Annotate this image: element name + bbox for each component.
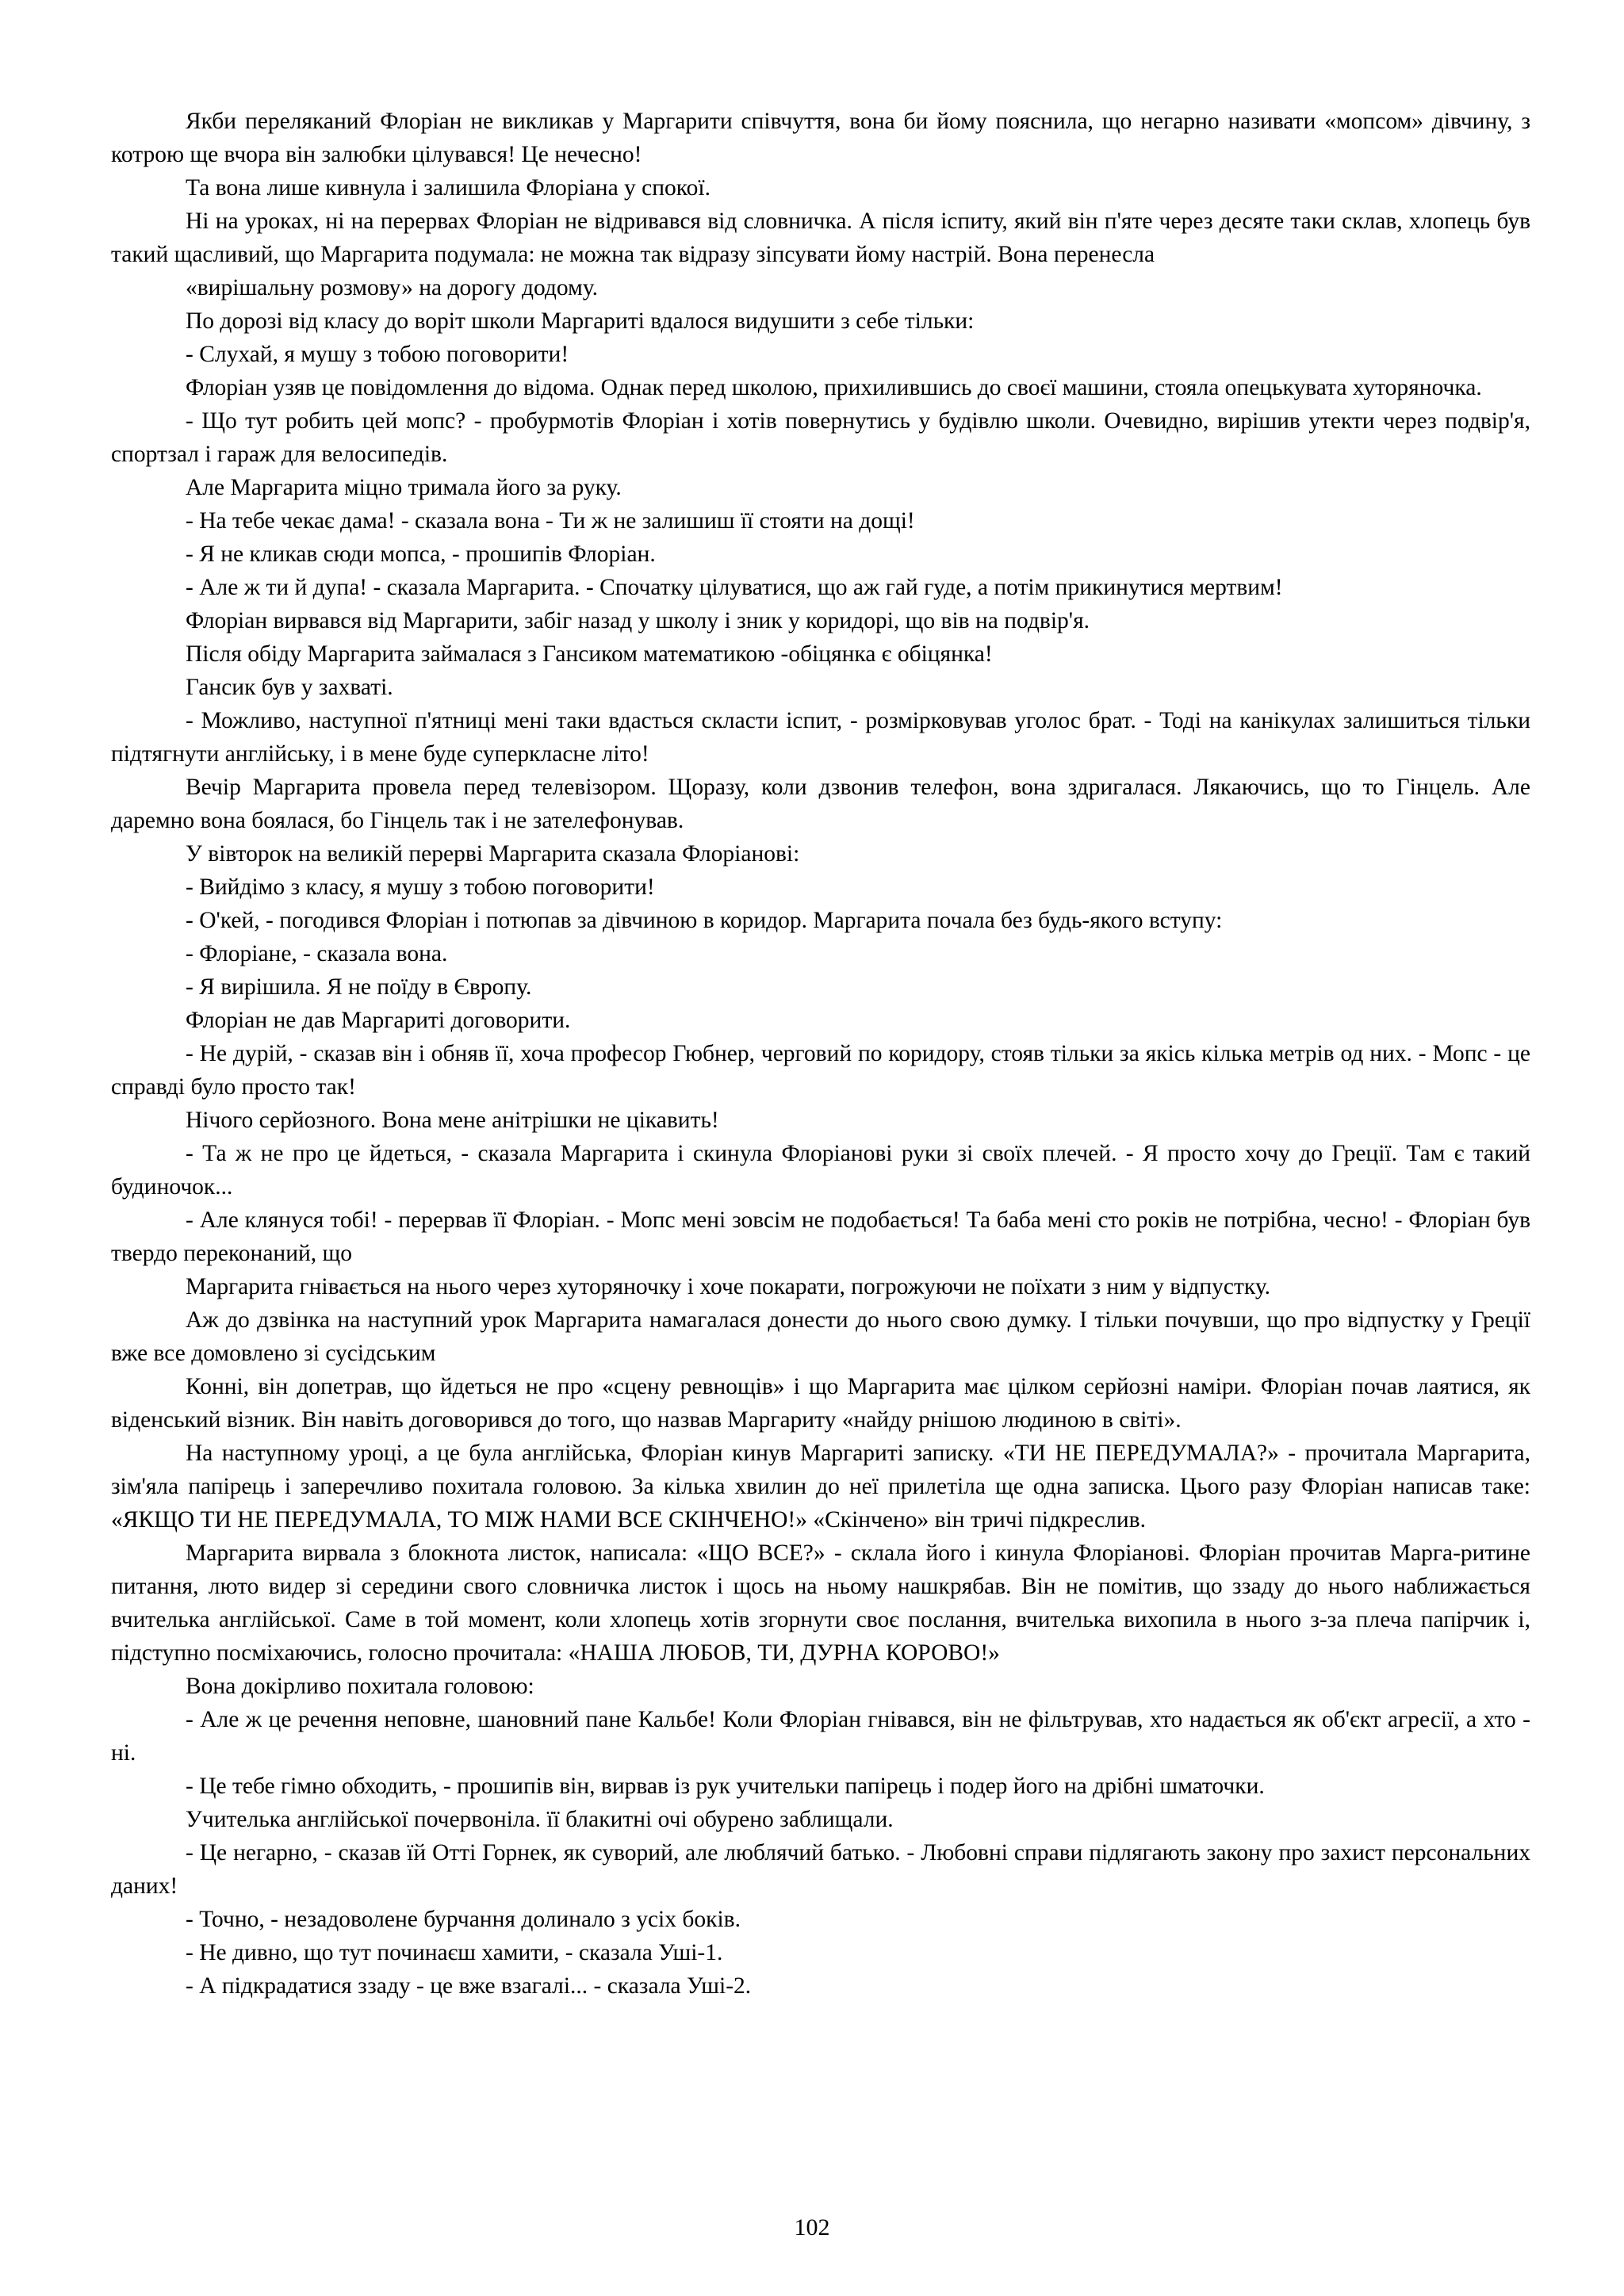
paragraph: - Що тут робить цей мопс? - пробурмотів Флоріан і хотів повернутись у будівлю школи. Очевидно, вирішив утекти через подвір'я, спортзал і гараж для велосипедів. (111, 408, 1530, 467)
paragraph: - О'кей, - погодився Флоріан і потюпав за дівчиною в коридор. Маргарита почала без будь-якого вступу: (186, 908, 1223, 933)
paragraph: - Але ж ти й дупа! - сказала Маргарита. - Спочатку цілуватися, що аж гай гуде, а потім прикинутися мертвим! (186, 575, 1283, 600)
paragraph: Але Маргарита міцно тримала його за руку. (186, 475, 622, 500)
paragraph: - На тебе чекає дама! - сказала вона - Ти ж не залишиш її стояти на дощі! (186, 508, 915, 534)
paragraph: - Вийдімо з класу, я мушу з тобою поговорити! (186, 874, 655, 900)
paragraph: Маргарита гнівається на нього через хуторяночку і хоче покарати, погрожуючи не поїхати з ним у відпустку. (186, 1274, 1270, 1299)
paragraph: - Це тебе гімно обходить, - прошипів він, вирвав із рук учительки папірець і подер його на дрібні шматочки. (186, 1774, 1265, 1799)
paragraph: Нічого серйозного. Вона мене анітрішки не цікавить! (186, 1108, 719, 1133)
paragraph: - Слухай, я мушу з тобою поговорити! (186, 342, 569, 367)
paragraph: Флоріан вирвався від Маргарити, забіг назад у школу і зник у коридорі, що вів на подвір'я. (186, 608, 1090, 633)
paragraph: Та вона лише кивнула і залишила Флоріана у спокої. (186, 175, 710, 201)
paragraph: Вона докірливо похитала головою: (186, 1674, 534, 1699)
paragraph: - Але ж це речення неповне, шановний пане Кальбе! Коли Флоріан гнівався, він не фільтрував, хто надається як об'єкт агресії, а хто - ні. (111, 1707, 1530, 1766)
page-body (111, 105, 1530, 2003)
paragraph: На наступному уроці, а це була англійська, Флоріан кинув Маргариті записку. «ТИ НЕ ПЕРЕДУМАЛА?» - прочитала Маргарита, зім'яла папірець і заперечливо похитала головою. За кілька хвилин до неї прилетіла ще одна записка. Цього разу Флоріан написав таке: «ЯКЩО ТИ НЕ ПЕРЕДУМАЛА, ТО МІЖ НАМИ ВСЕ СКІНЧЕНО!» «Скінчено» він тричі підкреслив. (111, 1441, 1530, 1533)
paragraph: - А підкрадатися ззаду - це вже взагалі... - сказала Уші-2. (186, 1973, 752, 1999)
paragraph: Після обіду Маргарита займалася з Гансиком математикою -обіцянка є обіцянка! (186, 641, 993, 667)
paragraph: - Але клянуся тобі! - перервав її Флоріан. - Мопс мені зовсім не подобається! Та баба мені сто років не потрібна, чесно! - Флоріан був твердо переконаний, що (111, 1207, 1530, 1266)
paragraph: - Я вирішила. Я не поїду в Європу. (186, 974, 532, 1000)
paragraph: Флоріан узяв це повідомлення до відома. Однак перед школою, прихилившись до своєї машини, стояла опецькувата хуторяночка. (186, 375, 1482, 400)
paragraph: - Не дурій, - сказав він і обняв її, хоча професор Гюбнер, черговий по коридору, стояв тільки за якісь кілька метрів од них. - Мопс - це справді було просто так! (111, 1041, 1530, 1100)
page-number: 102 (794, 2214, 830, 2241)
paragraph: - Флоріане, - сказала вона. (186, 941, 448, 966)
paragraph: - Не дивно, що тут починаєш хамити, - сказала Уші-1. (186, 1940, 723, 1965)
paragraph: «вирішальну розмову» на дорогу додому. (186, 275, 598, 300)
paragraph: Флоріан не дав Маргариті договорити. (186, 1008, 571, 1033)
paragraph: Ні на уроках, ні на перервах Флоріан не відривався від словничка. А після іспиту, який він п'яте через десяте таки склав, хлопець був такий щасливий, що Маргарита подумала: не можна так відразу зіпсувати йому настрій. Вона перенесла (111, 209, 1530, 267)
paragraph: Учителька англійської почервоніла. її блакитні очі обурено заблищали. (186, 1807, 894, 1832)
paragraph: По дорозі від класу до воріт школи Маргариті вдалося видушити з себе тільки: (186, 308, 975, 334)
paragraph: Маргарита вирвала з блокнота листок, написала: «ЩО ВСЕ?» - склала його і кинула Флоріанові. Флоріан прочитав Марга-ритине питання, люто видер зі середини свого словничка листок і щось на ньому нашкрябав. Він не помітив, що ззаду до нього наближається вчителька англійської. Саме в той момент, коли хлопець хотів згорнути своє послання, вчителька вихопила в нього з-за плеча папірчик і, підступно посміхаючись, голосно прочитала: «НАША ЛЮБОВ, ТИ, ДУРНА КОРОВО!» (111, 1540, 1530, 1666)
paragraph: Аж до дзвінка на наступний урок Маргарита намагалася донести до нього свою думку. І тільки почувши, що про відпустку у Греції вже все домовлено зі сусідським (111, 1307, 1530, 1366)
paragraph: Вечір Маргарита провела перед телевізором. Щоразу, коли дзвонив телефон, вона здригалася. Лякаючись, що то Гінцель. Але даремно вона боялася, бо Гінцель так і не зателефонував. (111, 775, 1530, 833)
paragraph: - Та ж не про це йдеться, - сказала Маргарита і скинула Флоріанові руки зі своїх плечей. - Я просто хочу до Греції. Там є такий будиночок... (111, 1141, 1530, 1200)
paragraph: - Точно, - незадоволене бурчання долинало з усіх боків. (186, 1907, 741, 1932)
paragraph: Якби переляканий Флоріан не викликав у Маргарити співчуття, вона би йому пояснила, що негарно називати «мопсом» дівчину, з котрою ще вчора він залюбки цілувався! Це нечесно! (111, 109, 1530, 167)
paragraph: - Можливо, наступної п'ятниці мені таки вдасться скласти іспит, - розмірковував уголос брат. - Тоді на канікулах залишиться тільки підтягнути англійську, і в мене буде суперкласне літо! (111, 708, 1530, 767)
paragraph: Гансик був у захваті. (186, 675, 393, 700)
paragraph: У вівторок на великій перерві Маргарита сказала Флоріанові: (186, 841, 800, 867)
paragraph: Конні, він допетрав, що йдеться не про «сцену ревнощів» і що Маргарита має цілком серйозні наміри. Флоріан почав лаятися, як віденський візник. Він навіть договорився до того, що назвав Маргариту «найду рнішою людиною в світі». (111, 1374, 1530, 1433)
paragraph: - Я не кликав сюди мопса, - прошипів Флоріан. (186, 541, 656, 567)
paragraph: - Це негарно, - сказав їй Отті Горнек, як суворий, але люблячий батько. - Любовні справи підлягають закону про захист персональних даних! (111, 1840, 1530, 1899)
